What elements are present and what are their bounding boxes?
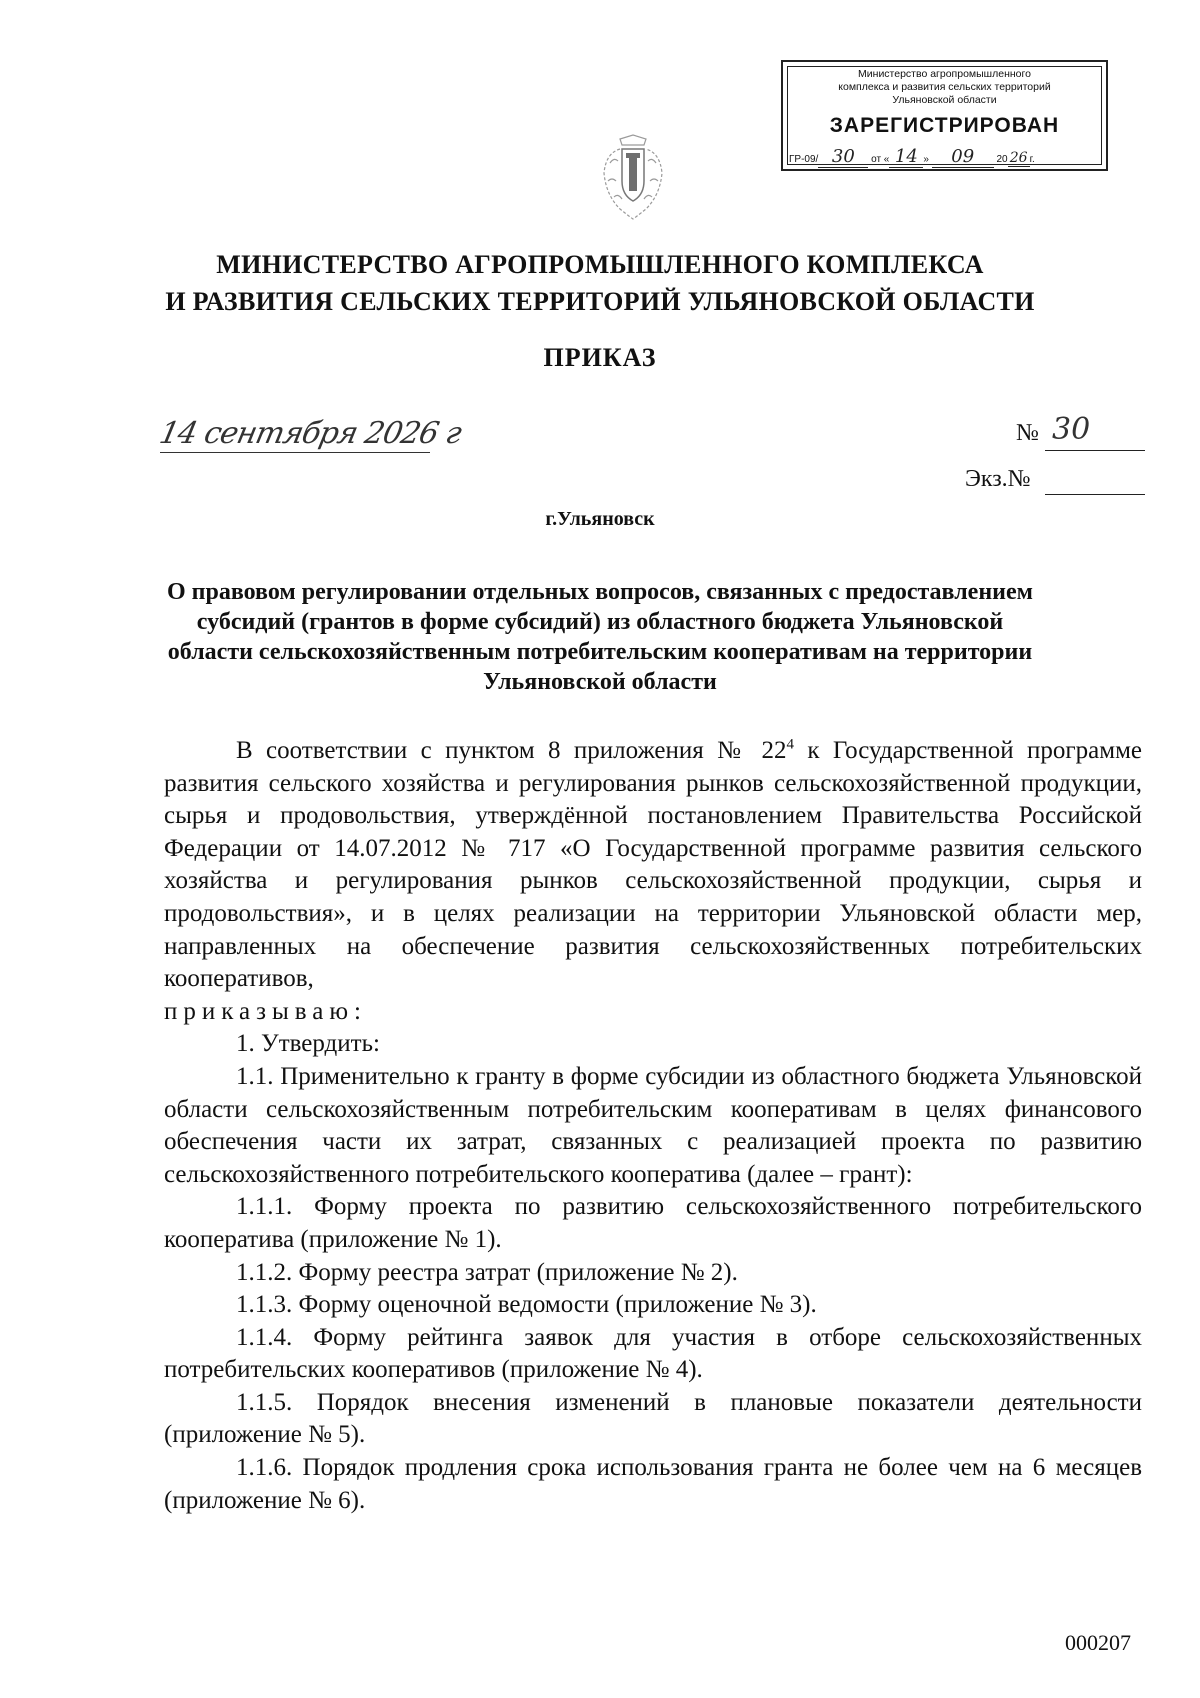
stamp-day-close: » (923, 154, 929, 165)
stamp-year-prefix: 20 (996, 154, 1008, 165)
order-date-handwritten: 14 сентября 2026 г (156, 416, 465, 451)
order-number-handwritten: 30 (1052, 412, 1091, 447)
coat-of-arms-icon (600, 133, 666, 223)
copy-number-label: Экз.№ (965, 466, 1031, 492)
stamp-from-label: от « (871, 154, 890, 165)
list-item: 1. Утвердить: (236, 1030, 380, 1058)
order-word: приказываю: (164, 997, 367, 1025)
stamp-reg-prefix: ГР-09/ (789, 154, 819, 165)
list-item: 1.1. Применительно к гранту в форме субсидии из областного бюджета Ульяновской области сельскохозяйственным потребительским кооперативам в целях финансового обеспечения части их затрат, связанных с реализацией проекта по развитию сельскохозяйственного потребительского кооператива (далее – грант): (164, 1062, 1142, 1188)
list-item: 1.1.1. Форму проекта по развитию сельскохозяйственного потребительского кооператива (приложение № 1). (164, 1193, 1142, 1253)
stamp-year-end: г. (1029, 154, 1035, 165)
list-item: 1.1.6. Порядок продления срока использования гранта не более чем на 6 месяцев (приложение № 6). (164, 1454, 1142, 1514)
order-title: О правовом регулировании отдельных вопросов, связанных с предоставлением субсидий (грантов в форме субсидий) из областного бюджета Ульяновской области сельскохозяйственным потребительским кооперативам на территории Ульяновской области (167, 579, 1033, 695)
stamp-month: 09 (932, 146, 994, 168)
preamble-paragraph (164, 735, 1142, 996)
stamp-number-row (789, 146, 1100, 168)
list-item: 1.1.4. Форму рейтинга заявок для участия в отборе сельскохозяйственных потребительских кооперативов (приложение № 4). (164, 1323, 1142, 1384)
ministry-name-line2: И РАЗВИТИЯ СЕЛЬСКИХ ТЕРРИТОРИЙ УЛЬЯНОВСКОЙ ОБЛАСТИ (165, 287, 1035, 316)
list-item: 1.1.2. Форму реестра затрат (приложение № 2). (236, 1258, 738, 1286)
document-type: ПРИКАЗ (543, 343, 657, 372)
preamble-text-part2: к Государственной программе развития сельского хозяйства и регулирования рынков сельскохозяйственной продукции, сырья и продовольствия, утверждённой постановлением Правительства Российской Федерации от 14.07.2012 № 717 «О Государственной программе развития сельского хозяйства и регулирования рынков сельскохозяйственной продукции, сырья и продовольствия», и в целях реализации на территории Ульяновской области мер, направленных на обеспечение развития сельскохозяйственных потребительских кооперативов, (164, 737, 1142, 993)
ministry-name-line1: МИНИСТЕРСТВО АГРОПРОМЫШЛЕННОГО КОМПЛЕКСА (216, 250, 984, 279)
number-label: № (1016, 420, 1039, 446)
order-body (164, 735, 1142, 1517)
stamp-year-suffix: 26 (1008, 150, 1030, 167)
number-underline (1045, 450, 1145, 451)
stamp-day: 14 (889, 146, 923, 168)
list-item: 1.1.3. Форму оценочной ведомости (приложение № 3). (236, 1291, 817, 1319)
list-item: 1.1.5. Порядок внесения изменений в плановые показатели деятельности (приложение № 5). (164, 1388, 1142, 1449)
stamp-org-line3: Ульяновской области (892, 94, 997, 106)
stamp-org-line1: Министерство агропромышленного (858, 68, 1031, 80)
preamble-text-part1: В соответствии с пунктом 8 приложения № 22 (236, 737, 787, 764)
stamp-org-line2: комплекса и развития сельских территорий (838, 81, 1051, 93)
city: г.Ульяновск (545, 508, 655, 530)
preamble-superscript: 4 (786, 736, 794, 753)
date-underline (160, 452, 430, 453)
copy-number-underline (1045, 494, 1145, 495)
stamp-reg-number: 30 (818, 146, 868, 168)
page-number: 000207 (1065, 1630, 1131, 1655)
stamp-status: ЗАРЕГИСТРИРОВАН (829, 114, 1060, 137)
registration-stamp (781, 60, 1108, 171)
